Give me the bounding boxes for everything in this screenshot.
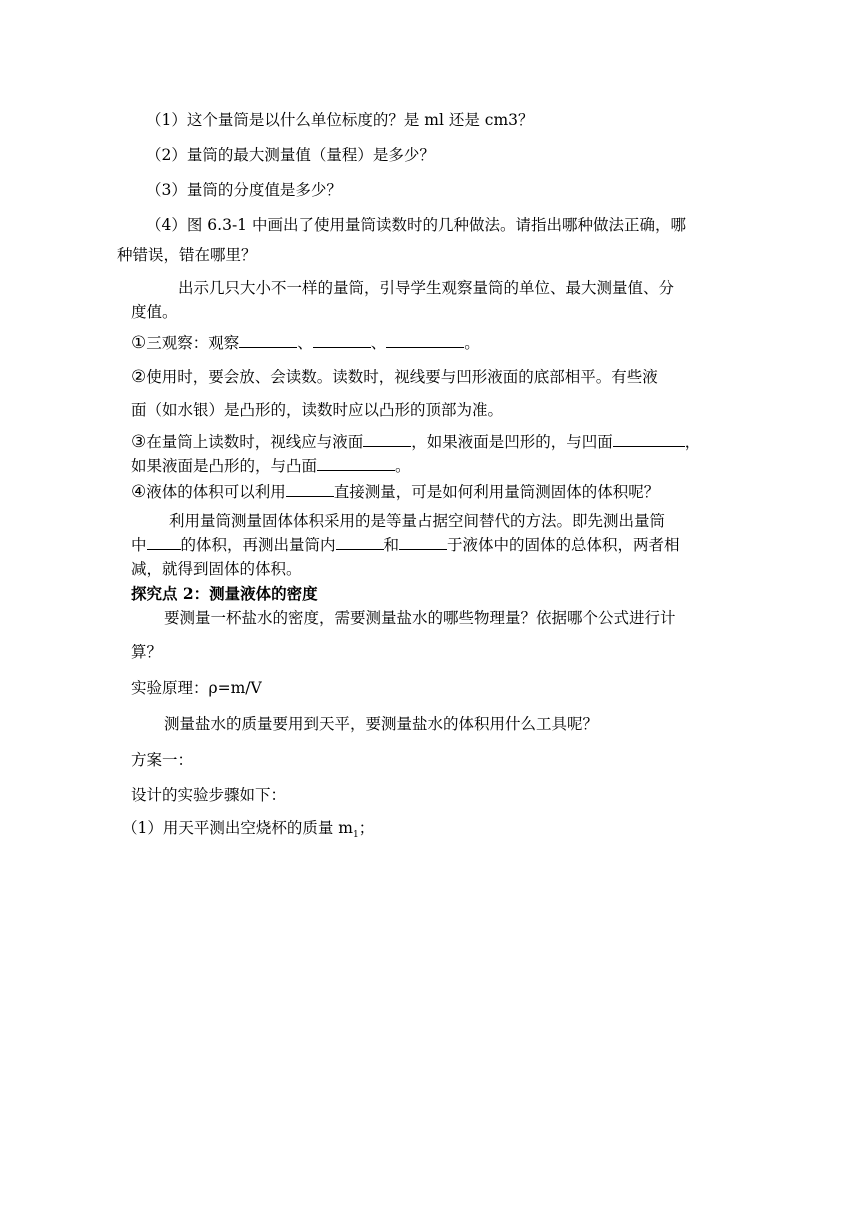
item-2-line-1: ②使用时，要会放、会读数。读数时，视线要与凹形液面的底部相平。有些液 xyxy=(131,367,658,387)
blank xyxy=(313,333,371,348)
item-3-line-2: 如果液面是凸形的，与凸面 。 xyxy=(131,457,411,475)
item-2-line-2: 面（如水银）是凸形的，读数时应以凸形的顶部为准。 xyxy=(131,401,504,419)
paragraph-solid-volume-line-3: 减，就得到固体的体积。 xyxy=(131,560,302,578)
blank xyxy=(317,456,395,471)
paragraph-solid-volume-line-2: 中 的体积，再测出量筒内 和 于液体中的固体的总体积，两者相 xyxy=(131,536,680,554)
plan-one-heading: 方案一： xyxy=(131,751,194,769)
step-1: （1）用天平测出空烧杯的质量 $m_1$； xyxy=(122,819,375,841)
paragraph-solid-volume-line-1: 利用量筒测量固体体积采用的是等量占据空间替代的方法。即先测出量筒 xyxy=(169,512,666,530)
steps-intro: 设计的实验步骤如下： xyxy=(131,786,287,804)
item-1: ①三观察：观察 、 、 。 xyxy=(131,333,480,353)
question-3: （3）量筒的分度值是多少？ xyxy=(146,181,342,199)
blank xyxy=(613,432,685,447)
experiment-principle: 实验原理：ρ=m/V xyxy=(131,679,262,697)
blank xyxy=(399,535,447,550)
question-1: （1）这个量筒是以什么单位标度的？是 ml 还是 cm3？ xyxy=(146,111,534,129)
intro-line-2: 度值。 xyxy=(131,303,178,321)
item-4: ④液体的体积可以利用 直接测量，可是如何利用量筒测固体的体积呢？ xyxy=(131,482,660,502)
blank xyxy=(239,333,297,348)
circled-3: ③ xyxy=(131,432,147,452)
blank xyxy=(386,333,464,348)
question-density-line-2: 算？ xyxy=(131,643,163,661)
blank xyxy=(336,535,384,550)
circled-2: ② xyxy=(131,367,147,387)
section-heading: 探究点 2：测量液体的密度 xyxy=(131,584,318,603)
circled-1: ① xyxy=(131,333,147,353)
question-4-line-1: （4）图 6.3-1 中画出了使用量筒读数时的几种做法。请指出哪种做法正确，哪 xyxy=(146,216,686,234)
blank xyxy=(363,432,411,447)
circled-4: ④ xyxy=(131,482,147,502)
question-2: （2）量筒的最大测量值（量程）是多少？ xyxy=(146,146,435,164)
paragraph-balance: 测量盐水的质量要用到天平，要测量盐水的体积用什么工具呢？ xyxy=(164,715,599,733)
blank xyxy=(147,535,181,550)
intro-line-1: 出示几只大小不一样的量筒，引导学生观察量筒的单位、最大测量值、分 xyxy=(178,279,675,297)
item-3-line-1: ③在量筒上读数时，视线应与液面 ，如果液面是凹形的，与凹面 ， xyxy=(131,432,701,452)
blank xyxy=(286,482,334,497)
question-4-line-2: 种错误，错在哪里？ xyxy=(117,246,257,264)
question-density-line-1: 要测量一杯盐水的密度，需要测量盐水的哪些物理量？依据哪个公式进行计 xyxy=(164,609,676,627)
